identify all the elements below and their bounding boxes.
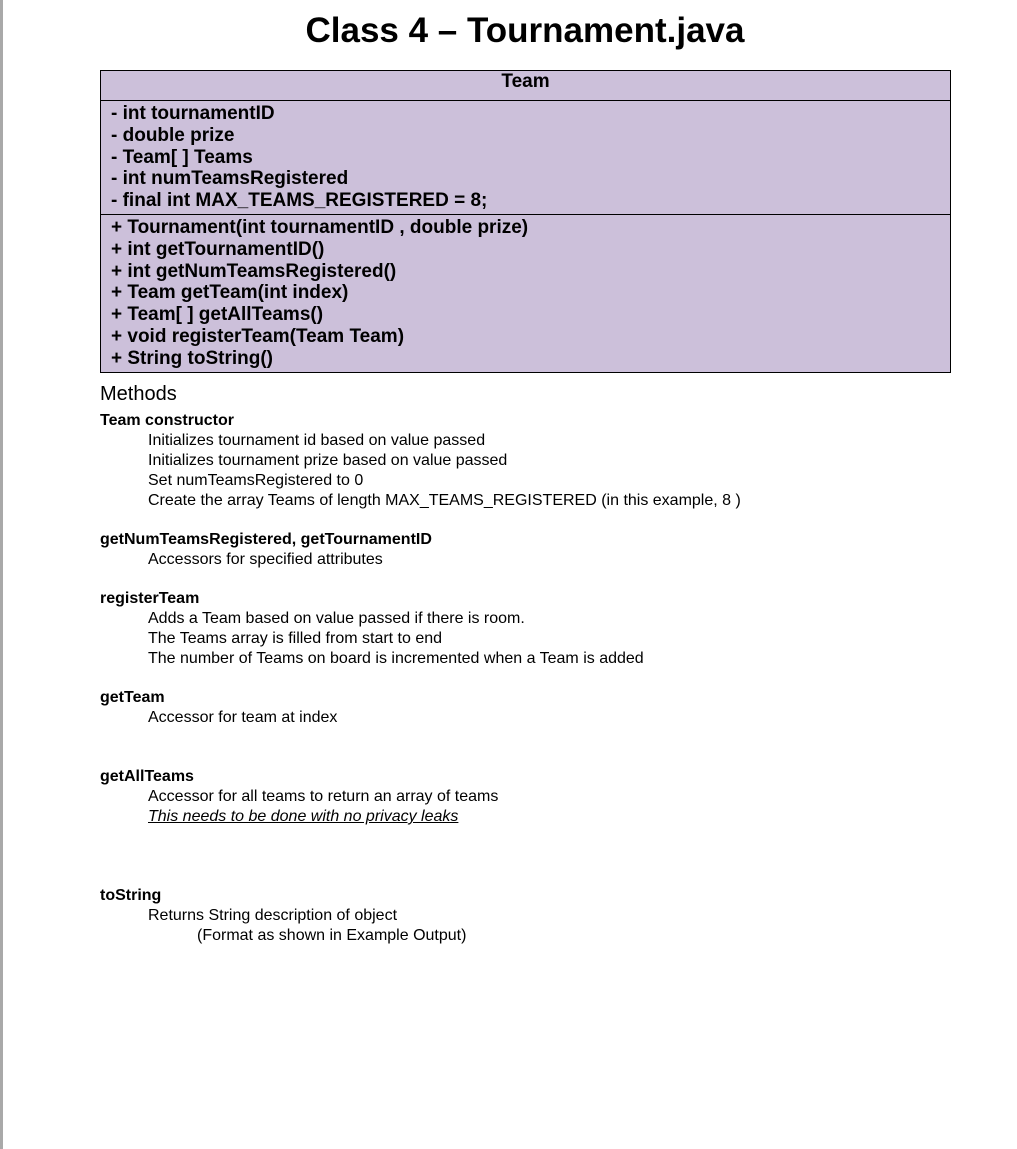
- method-description: Initializes tournament prize based on value passed: [148, 452, 508, 469]
- method-entry-getallteams: [100, 767, 980, 867]
- method-description: Initializes tournament id based on value passed: [148, 432, 486, 449]
- uml-attribute: - double prize: [111, 124, 235, 146]
- method-note: This needs to be done with no privacy leaks: [148, 808, 459, 825]
- method-description: Accessor for team at index: [148, 709, 338, 726]
- method-description: Adds a Team based on value passed if there is room.: [148, 610, 525, 627]
- methods-section: [100, 383, 980, 965]
- uml-methods: [101, 214, 950, 372]
- method-entry-accessors: [100, 530, 980, 570]
- method-name: registerTeam: [100, 590, 200, 607]
- uml-method: + Team[ ] getAllTeams(): [111, 304, 324, 326]
- method-name: Team constructor: [100, 412, 234, 429]
- uml-attribute: - int numTeamsRegistered: [111, 168, 349, 190]
- page-title: Class 4 – Tournament.java: [305, 11, 745, 50]
- method-entry-constructor: [100, 411, 980, 511]
- uml-class-name: Team: [101, 71, 950, 101]
- uml-attribute: - Team[ ] Teams: [111, 146, 253, 168]
- method-name: toString: [100, 887, 162, 904]
- method-description: Returns String description of object: [148, 907, 398, 924]
- spacer: [100, 728, 980, 748]
- uml-attribute: - int tournamentID: [111, 103, 275, 124]
- uml-method: + int getTournamentID(): [111, 238, 325, 260]
- uml-attribute: - final int MAX_TEAMS_REGISTERED = 8;: [111, 190, 488, 212]
- method-description: The number of Teams on board is incremented when a Team is added: [148, 650, 644, 667]
- uml-attributes: [101, 101, 950, 214]
- page-left-border: [0, 0, 3, 1149]
- method-description-sub: (Format as shown in Example Output): [197, 927, 467, 944]
- method-name: getNumTeamsRegistered, getTournamentID: [100, 531, 432, 548]
- method-description: Set numTeamsRegistered to 0: [148, 472, 364, 489]
- methods-heading: Methods: [100, 383, 177, 405]
- uml-method: + Team getTeam(int index): [111, 282, 349, 304]
- spacer: [100, 827, 980, 867]
- uml-method: + void registerTeam(Team Team): [111, 325, 405, 347]
- method-description: Create the array Teams of length MAX_TEAMS_REGISTERED (in this example, 8 ): [148, 492, 741, 509]
- method-entry-registerteam: [100, 589, 980, 669]
- method-description: Accessors for specified attributes: [148, 551, 383, 568]
- uml-method: + Tournament(int tournamentID , double prize): [111, 216, 529, 238]
- method-entry-getteam: [100, 688, 980, 748]
- method-description: Accessor for all teams to return an array of teams: [148, 788, 499, 805]
- method-name: getAllTeams: [100, 768, 194, 785]
- method-description: The Teams array is filled from start to end: [148, 630, 443, 647]
- method-entry-tostring: [100, 886, 980, 946]
- uml-class-diagram: [100, 70, 951, 373]
- method-name: getTeam: [100, 689, 165, 706]
- uml-method: + String toString(): [111, 347, 274, 369]
- uml-method: + int getNumTeamsRegistered(): [111, 260, 397, 282]
